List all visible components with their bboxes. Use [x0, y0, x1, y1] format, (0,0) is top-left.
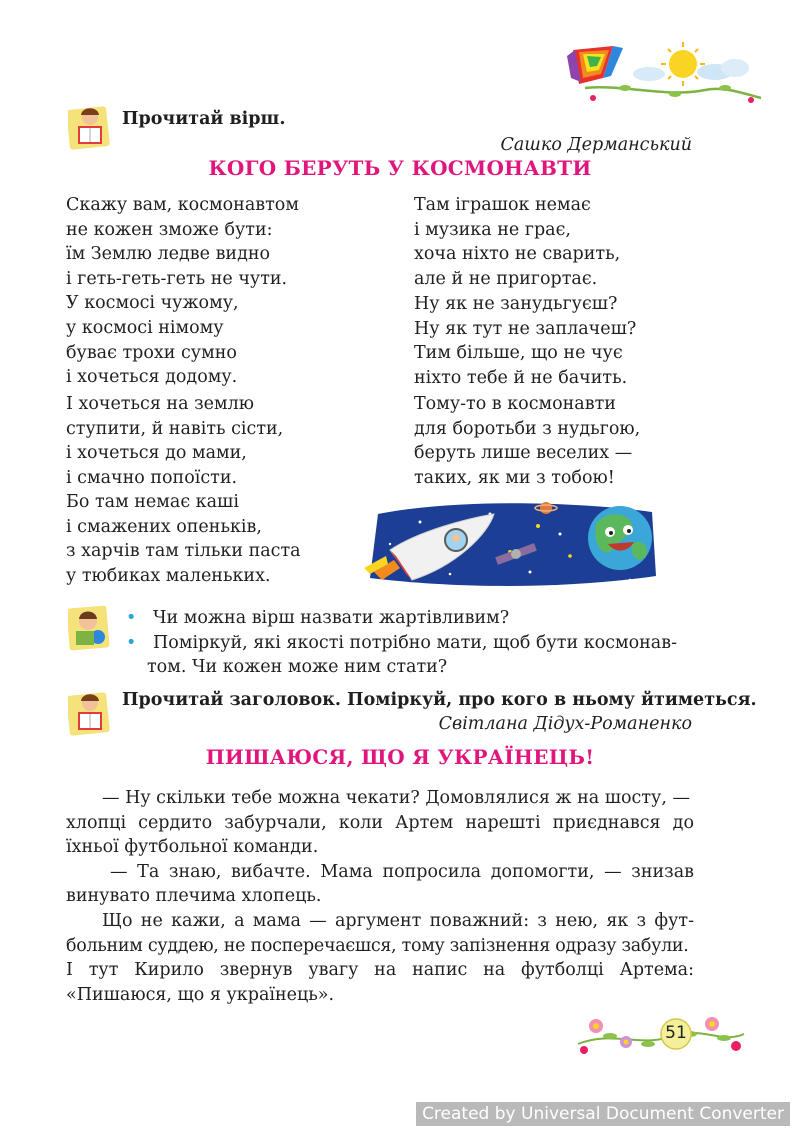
poem-line: у тюбиках маленьких. [66, 565, 271, 586]
poem-line: Скажу вам, космонавтом [66, 195, 299, 215]
poem-line: Бо там немає каші [66, 492, 239, 512]
section1-instruction: Прочитай вірш. [122, 109, 286, 129]
poem-line: Там іграшок немає [414, 195, 591, 215]
story-line: — Ну скільки тебе можна чекати? Домовлялися ж на шосту, — [102, 788, 690, 808]
reading-child-icon [68, 102, 114, 150]
questions-list [126, 606, 677, 680]
question-text: Чи можна вірш назвати жартівливим? [153, 608, 510, 628]
poem-line: але й не пригортає. [414, 268, 598, 289]
question-text: Поміркуй, які якості потрібно мати, щоб бути космонав- [153, 632, 677, 653]
story-line: хлопці сердито забурчали, коли Артем нарешті приєднався до [66, 812, 694, 833]
story-line: «Пишаюся, що я українець». [66, 984, 335, 1005]
poem-line: і смажених опеньків, [66, 516, 262, 537]
poem-stanza [66, 490, 301, 588]
smiling-earth-icon [588, 506, 652, 570]
poem-stanza [414, 292, 636, 390]
poem-line: для боротьби з нудьгою, [414, 418, 641, 439]
reading-child-icon [68, 688, 114, 736]
story-text [66, 786, 694, 1007]
poem-line: ніхто тебе й не бачить. [414, 367, 628, 388]
poem-stanza [66, 392, 283, 490]
story-line: їхньої футбольної команди. [66, 837, 319, 858]
watermark-banner: Created by Universal Document Converter [416, 1102, 790, 1126]
poem-line: з харчів там тільки паста [66, 541, 301, 562]
poem-line: і геть-геть-геть не чути. [66, 268, 288, 289]
sun-icon [661, 42, 705, 86]
poem-line: не кожен зможе бути: [66, 219, 273, 240]
poem-line: у космосі німому [66, 317, 224, 338]
poem-stanza [414, 392, 640, 490]
story-line: Що не кажи, а мама — аргумент поважний: з нею, як з фут- [102, 910, 694, 931]
list-item [126, 631, 677, 656]
poem-line: таких, як ми з тобою! [414, 467, 615, 488]
poem-line: У космосі чужому, [66, 293, 239, 314]
vine-icon [585, 85, 761, 103]
bullet-icon: • [126, 608, 137, 628]
section2-instruction: Прочитай заголовок. Поміркуй, про кого в ньому йтиметься. [122, 690, 757, 710]
poem-line: Тому-то в космонавти [414, 394, 616, 414]
rainbow-kite-icon [567, 46, 623, 84]
story-line: винувато плечима хлопець. [66, 886, 322, 907]
poem-title: КОГО БЕРУТЬ У КОСМОНАВТИ [208, 156, 592, 180]
story-line: І тут Кирило звернув увагу на напис на футболці Артема: [66, 960, 694, 981]
story-author: Світлана Дідух-Романенко [438, 714, 692, 734]
poem-line: І хочеться на землю [66, 394, 254, 414]
poem-line: беруть лише веселих — [414, 443, 633, 464]
poem-line: і хочеться до мами, [66, 443, 247, 464]
poem-stanza [66, 193, 299, 291]
bullet-icon: • [126, 632, 137, 653]
page-number: 51 [665, 1023, 687, 1043]
poem-line: і музика не грає, [414, 219, 571, 240]
poem-line: Ну як тут не заплачеш? [414, 318, 637, 339]
thinking-child-icon [68, 603, 114, 651]
poem-line: і хочеться додому. [66, 367, 238, 388]
poem-stanza [414, 193, 620, 291]
poem-left-column [66, 193, 299, 390]
poem-line: і смачно попоїсти. [66, 467, 238, 488]
poem-line: Тим більше, що не чує [414, 343, 623, 364]
poem-stanza [66, 291, 299, 389]
story-line: — Та знаю, вибачте. Мама попросила допомогти, — знизав [110, 861, 694, 882]
poem-line: ступити, й навіть сісти, [66, 418, 284, 439]
space-illustration [360, 494, 662, 594]
rainbow-sun-decoration [565, 38, 765, 110]
poem-line: хоча ніхто не сварить, [414, 244, 621, 265]
poem-line: буває трохи сумно [66, 342, 237, 363]
flower-decoration [572, 1004, 748, 1060]
story-title: ПИШАЮСЯ, ЩО Я УКРАЇНЕЦЬ! [205, 745, 595, 769]
story-line: больним суддею, не посперечаєшся, тому запізнення одразу забули. [66, 935, 689, 956]
poem-line: Ну як не занудьгуєш? [414, 294, 618, 314]
poem-line: їм Землю ледве видно [66, 244, 271, 265]
list-item [126, 606, 677, 631]
poem-author: Сашко Дерманський [500, 135, 692, 155]
list-item-continuation: том. Чи кожен може ним стати? [147, 657, 448, 678]
